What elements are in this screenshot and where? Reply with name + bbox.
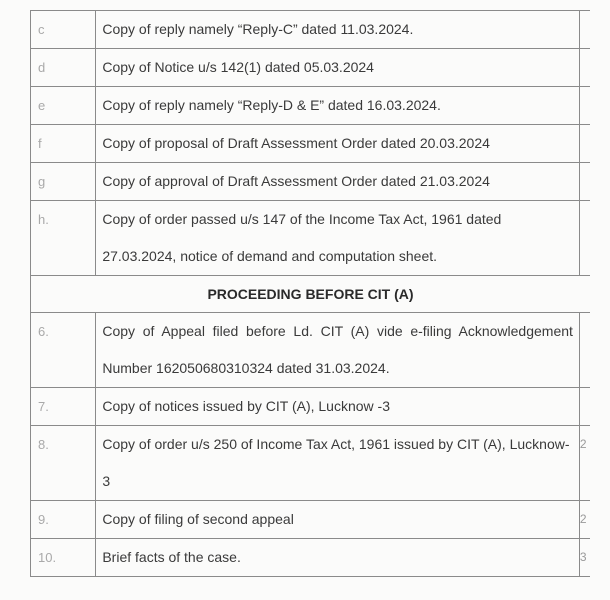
table-row [31,426,591,501]
table-row [31,539,591,577]
row-page-number: 2 [579,501,590,539]
table-row [31,163,591,201]
row-page-number [579,49,590,87]
table-row [31,87,591,125]
row-description: Copy of order u/s 250 of Income Tax Act, 1961 issued by CIT (A), Lucknow-3 [96,426,580,501]
row-page-number: 3 [579,539,590,577]
row-index: 9. [31,501,96,539]
table-row [31,313,591,388]
row-description: Copy of approval of Draft Assessment Order dated 21.03.2024 [96,163,580,201]
row-index: 7. [31,388,96,426]
row-description: Copy of filing of second appeal [96,501,580,539]
row-index: 10. [31,539,96,577]
row-description: Copy of reply namely “Reply-D & E” dated 16.03.2024. [96,87,580,125]
row-page-number [579,125,590,163]
table-row [31,11,591,49]
row-page-number [579,87,590,125]
table-row [31,49,591,87]
row-page-number [579,11,590,49]
table-row [31,201,591,276]
row-page-number [579,163,590,201]
row-index: c [31,11,96,49]
row-description: Copy of Appeal filed before Ld. CIT (A) vide e-filing Acknowledgement Number 162050680310324 dated 31.03.2024. [96,313,580,388]
row-index: 8. [31,426,96,501]
row-description: Copy of reply namely “Reply-C” dated 11.03.2024. [96,11,580,49]
table-row [31,388,591,426]
row-description: Copy of proposal of Draft Assessment Order dated 20.03.2024 [96,125,580,163]
row-index: d [31,49,96,87]
row-index: e [31,87,96,125]
row-page-number [579,313,590,388]
row-description: Copy of notices issued by CIT (A), Lucknow -3 [96,388,580,426]
section-heading: PROCEEDING BEFORE CIT (A) [31,276,591,313]
table-row [31,125,591,163]
index-table [30,10,590,577]
row-page-number [579,201,590,276]
row-description: Brief facts of the case. [96,539,580,577]
row-index: f [31,125,96,163]
table-row [31,501,591,539]
row-description: Copy of Notice u/s 142(1) dated 05.03.2024 [96,49,580,87]
row-index: 6. [31,313,96,388]
section-row [31,276,591,313]
row-description: Copy of order passed u/s 147 of the Income Tax Act, 1961 dated 27.03.2024, notice of demand and computation sheet. [96,201,580,276]
row-page-number: 2 [579,426,590,501]
row-index: h. [31,201,96,276]
row-index: g [31,163,96,201]
row-page-number [579,388,590,426]
